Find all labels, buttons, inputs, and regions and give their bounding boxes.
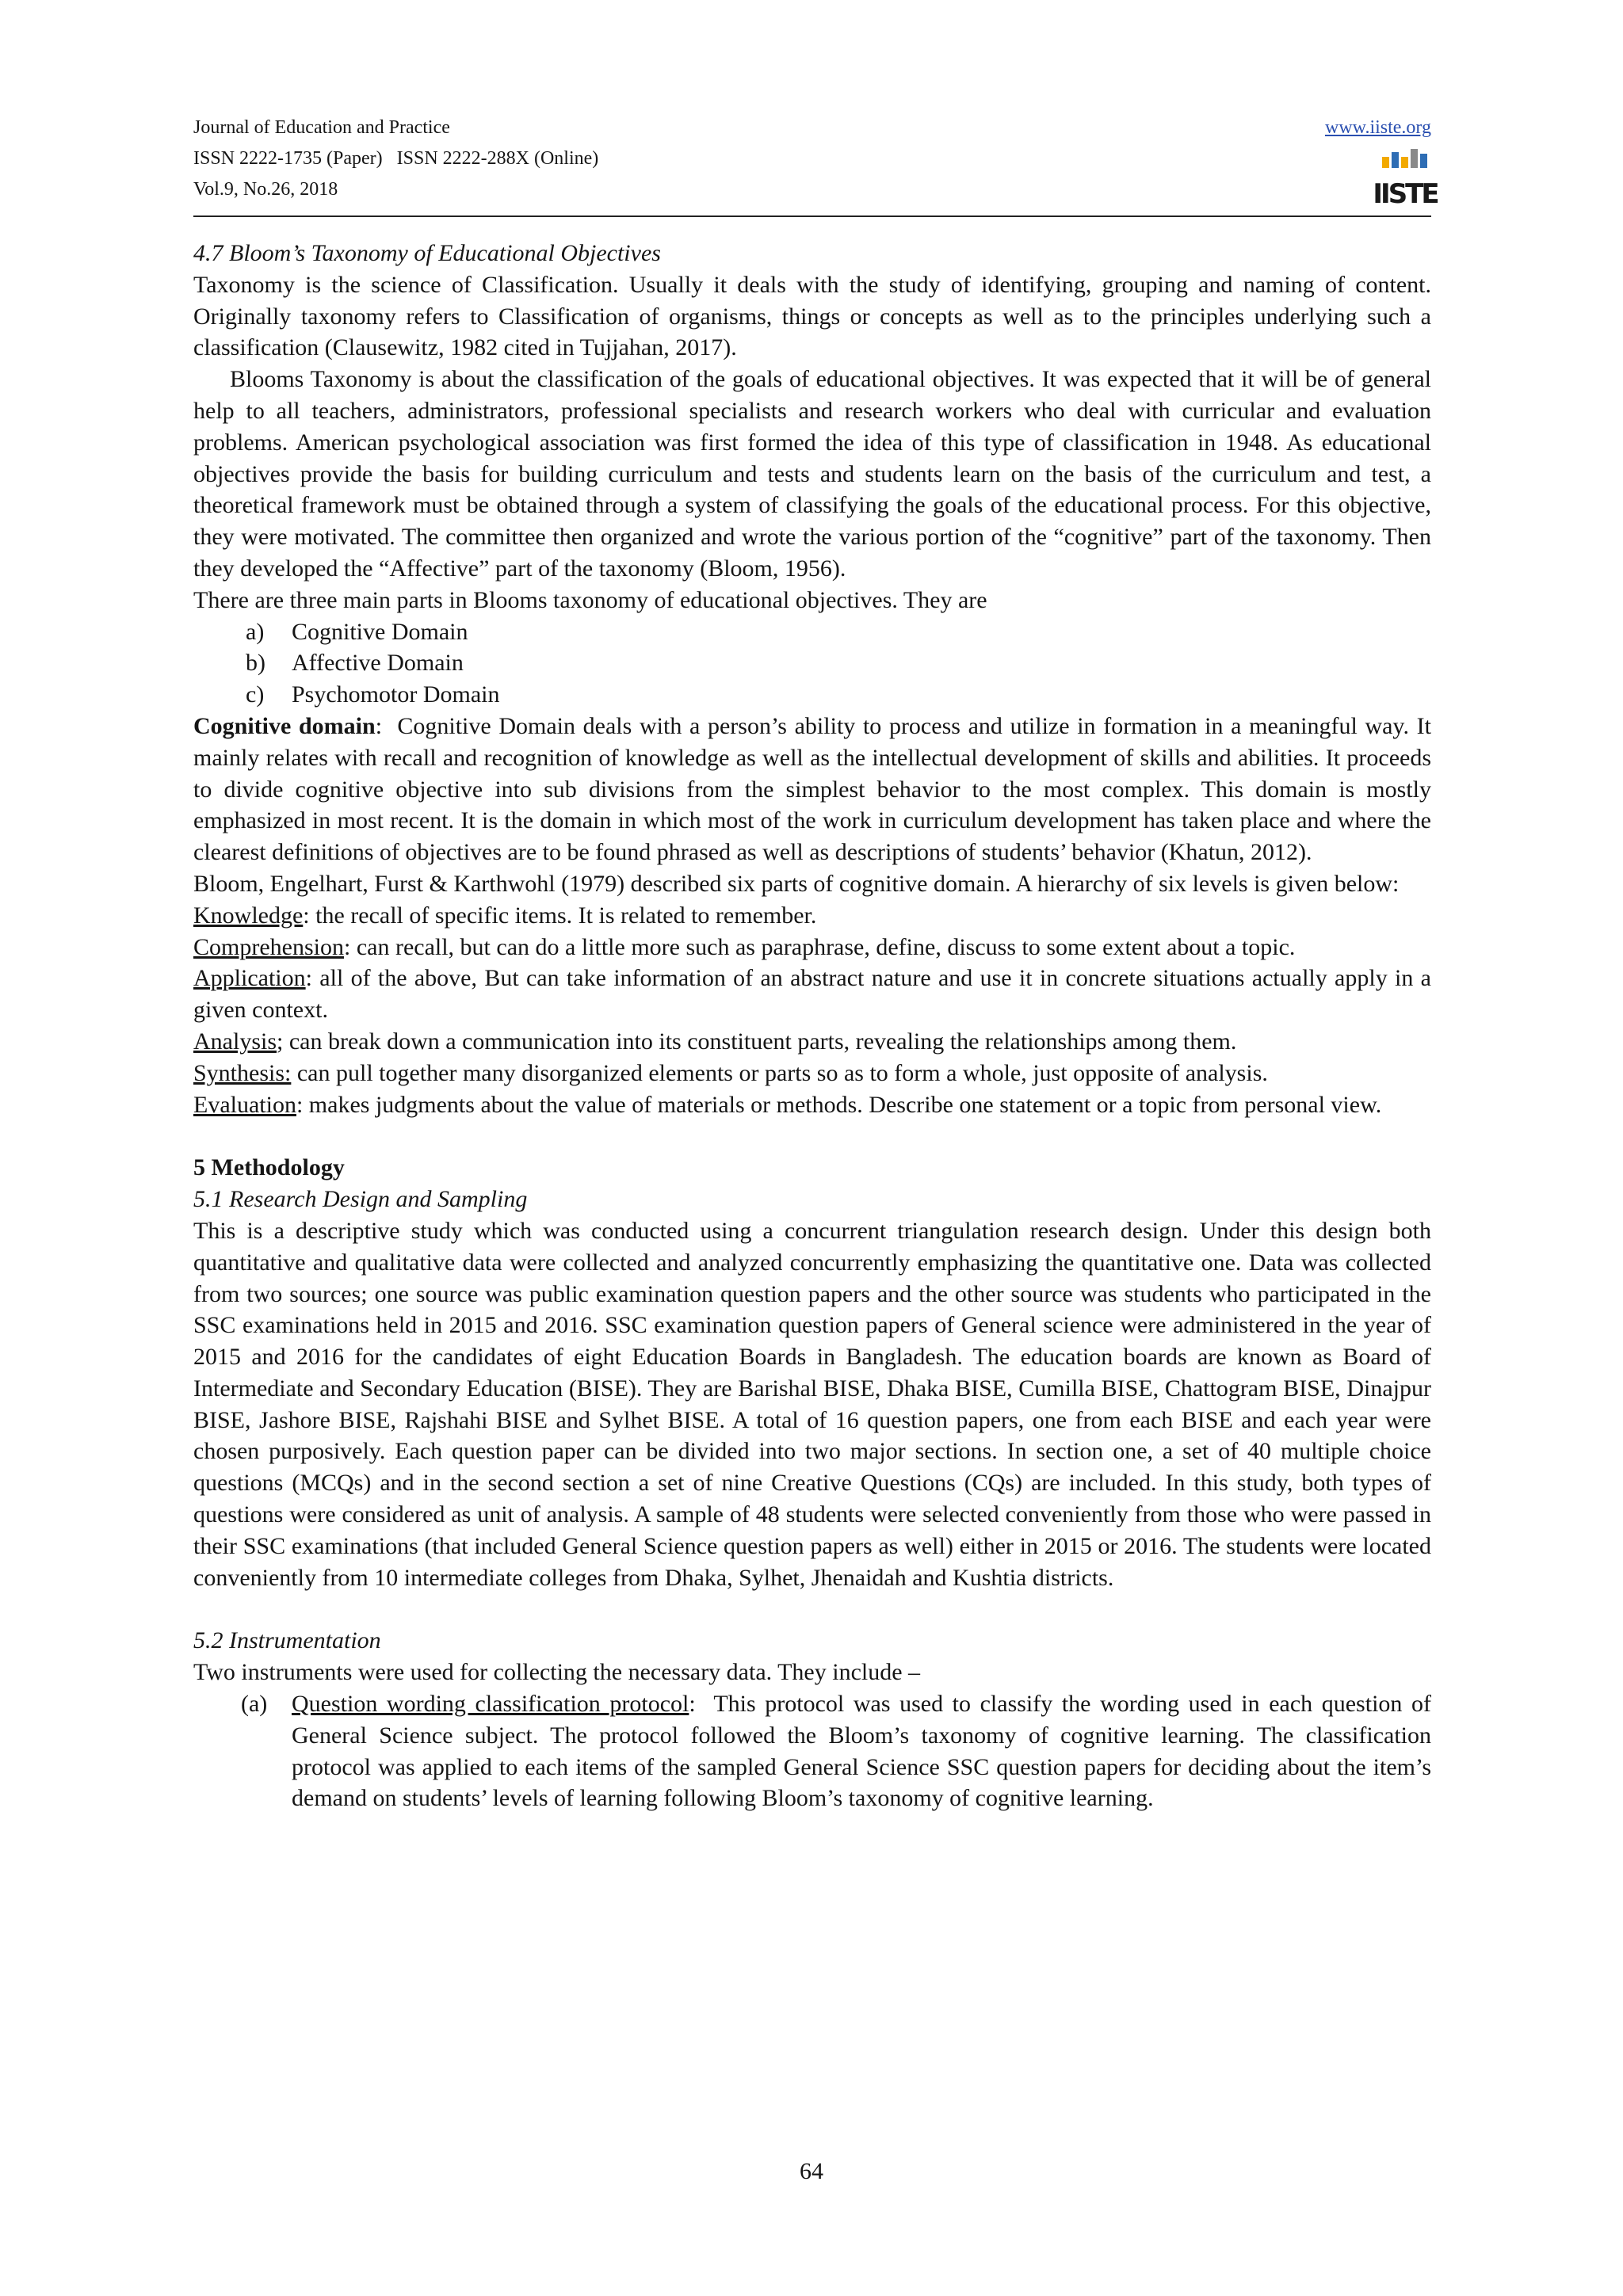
level-evaluation [193,1089,1431,1121]
logo-wordmark: IISTE [1373,178,1438,210]
level-synthesis [193,1058,1431,1089]
article-body [193,238,1438,1814]
issn-line: ISSN 2222-1735 (Paper) ISSN 2222-288X (Online) [193,148,599,169]
level-term: Application [193,965,306,992]
domain-label: Affective Domain [292,650,464,677]
spacer [193,1593,1431,1625]
instrumentation-intro: Two instruments were used for collecting the necessary data. They include – [193,1659,921,1686]
level-term: Analysis [193,1028,277,1055]
list-marker: a) [246,618,265,645]
page-number: 64 [800,2158,823,2184]
level-definition: : all of the above, But can take information of an abstract nature and use it in concrete situations actually apply in a given context. [193,965,1431,1024]
three-parts-intro: There are three main parts in Blooms taxonomy of educational objectives. They are [193,586,987,613]
spacer [193,1120,1431,1152]
cognitive-domain-term: Cognitive domain [193,712,376,739]
logo-bar-3 [1401,157,1408,168]
research-design-subheading: 5.1 Research Design and Sampling [193,1186,528,1213]
instrument-term: Question wording classification protocol [292,1691,689,1718]
instrument-item [193,1688,1438,1814]
cognitive-domain-paragraph [193,711,1438,868]
research-design-paragraph: This is a descriptive study which was conducted using a concurrent triangulation research design. Under this design both quantitative and qualitative data were collected and analyzed concurrently emphasizing the quantitative one. Data was collected from two sources; one source was public examination question papers and the other source was students who participated in the SSC examinations held in 2015 and 2016. SSC examination question papers of General science were administered in the year of 2015 and 2016 for the candidates of eight Education Boards in Bangladesh. The education boards are known as Board of Intermediate and Secondary Education (BISE). They are Barishal BISE, Dhaka BISE, Cumilla BISE, Chattogram BISE, Dinajpur BISE, Jashore BISE, Rajshahi BISE and Sylhet BISE. A total of 16 question papers, one from each BISE and each year were chosen purposively. Each question paper can be divided into two major sections. In section one, a set of 40 multiple choice questions (MCQs) and in the second section a set of nine Creative Questions (CQs) are included. In this study, both types of questions were considered as unit of analysis. A sample of 48 students were selected conveniently from those who were passed in their SSC examinations (that included General Science question papers as well) either in 2015 or 2016. The students were located conveniently from 10 intermediate colleges from Dhaka, Sylhet, Jhenaidah and Kushtia districts. [193,1217,1431,1591]
level-definition: : the recall of specific items. It is related to remember. [303,902,817,929]
journal-title: Journal of Education and Practice [193,117,450,138]
level-definition: ; can break down a communication into its constituent parts, revealing the relationships among them. [277,1028,1237,1055]
domain-label: Cognitive Domain [292,618,468,645]
level-term: Comprehension [193,933,344,960]
instrument-description: : This protocol was used to classify the wording used in each question of General Science subject. The protocol followed the Bloom’s taxonomy of cognitive learning. The classification protocol was applied to each items of the sampled General Science SSC question papers for deciding about the item’s demand on students’ levels of learning following Bloom’s taxonomy of cognitive learning. [292,1691,1438,1812]
domain-list-item [193,647,1431,679]
logo-bar-5 [1420,154,1427,168]
iiste-logo [1373,146,1438,210]
level-comprehension [193,932,1431,963]
cognitive-domain-text: : Cognitive Domain deals with a person’s ability to process and utilize in formation in a meaningful way. It mainly relates with recall and recognition of knowledge as well as the intellectual development of skills and abilities. It proceeds to divide cognitive objective into sub divisions from the simplest behavior to the most complex. This domain is mostly emphasized in most recent. It is the domain in which most of the work in curriculum development has taken place and where the clearest definitions of objectives are to be found phrased as well as descriptions of students’ behavior (Khatun, 2012). [193,712,1438,866]
section-4-7-heading: 4.7 Bloom’s Taxonomy of Educational Objectives [193,240,661,266]
list-marker: c) [246,681,265,708]
level-analysis [193,1026,1431,1058]
level-term: Synthesis: [193,1059,292,1086]
level-definition: : can recall, but can do a little more such as paraphrase, define, discuss to some extent about a topic. [343,933,1296,960]
level-knowledge [193,900,1431,932]
instrumentation-subheading: 5.2 Instrumentation [193,1627,381,1654]
list-marker: (a) [241,1691,268,1718]
logo-bar-2 [1392,152,1399,168]
hierarchy-intro: Bloom, Engelhart, Furst & Karthwohl (1979) described six parts of cognitive domain. A hierarchy of six levels is given below: [193,870,1400,897]
header-rule [193,215,1431,217]
level-term: Knowledge [193,902,304,929]
level-term: Evaluation [193,1091,296,1118]
list-marker: b) [246,650,265,677]
page-header [193,113,1438,217]
domain-list-item [193,616,1431,648]
journal-url-link[interactable]: www.iiste.org [1325,117,1431,138]
domain-label: Psychomotor Domain [292,681,500,708]
domain-list-item [193,679,1431,711]
logo-bar-4 [1411,149,1418,168]
level-application [193,963,1431,1026]
level-definition: can pull together many disorganized elements or parts so as to form a whole, just opposite of analysis. [291,1059,1268,1086]
volume-line: Vol.9, No.26, 2018 [193,179,338,200]
logo-bar-1 [1382,157,1389,168]
methodology-heading: 5 Methodology [193,1154,345,1181]
blooms-paragraph: Blooms Taxonomy is about the classification of the goals of educational objectives. It was expected that it will be of general help to all teachers, administrators, professional specialists and research workers who deal with curricular and evaluation problems. American psychological association was first formed the idea of this type of classification in 1948. As educational objectives provide the basis for building curriculum and tests and students learn on the basis of the curriculum and test, a theoretical framework must be obtained through a system of classifying the goals of the educational process. For this objective, they were motivated. The committee then organized and wrote the various portion of the “cognitive” part of the taxonomy. Then they developed the “Affective” part of the taxonomy (Bloom, 1956). [193,366,1431,582]
taxonomy-paragraph: Taxonomy is the science of Classification. Usually it deals with the study of identifying, grouping and naming of content. Originally taxonomy refers to Classification of organisms, things or concepts as well as to the principles underlying such a classification (Clausewitz, 1982 cited in Tujjahan, 2017). [193,271,1431,361]
level-definition: : makes judgments about the value of materials or methods. Describe one statement or a topic from personal view. [296,1091,1382,1118]
